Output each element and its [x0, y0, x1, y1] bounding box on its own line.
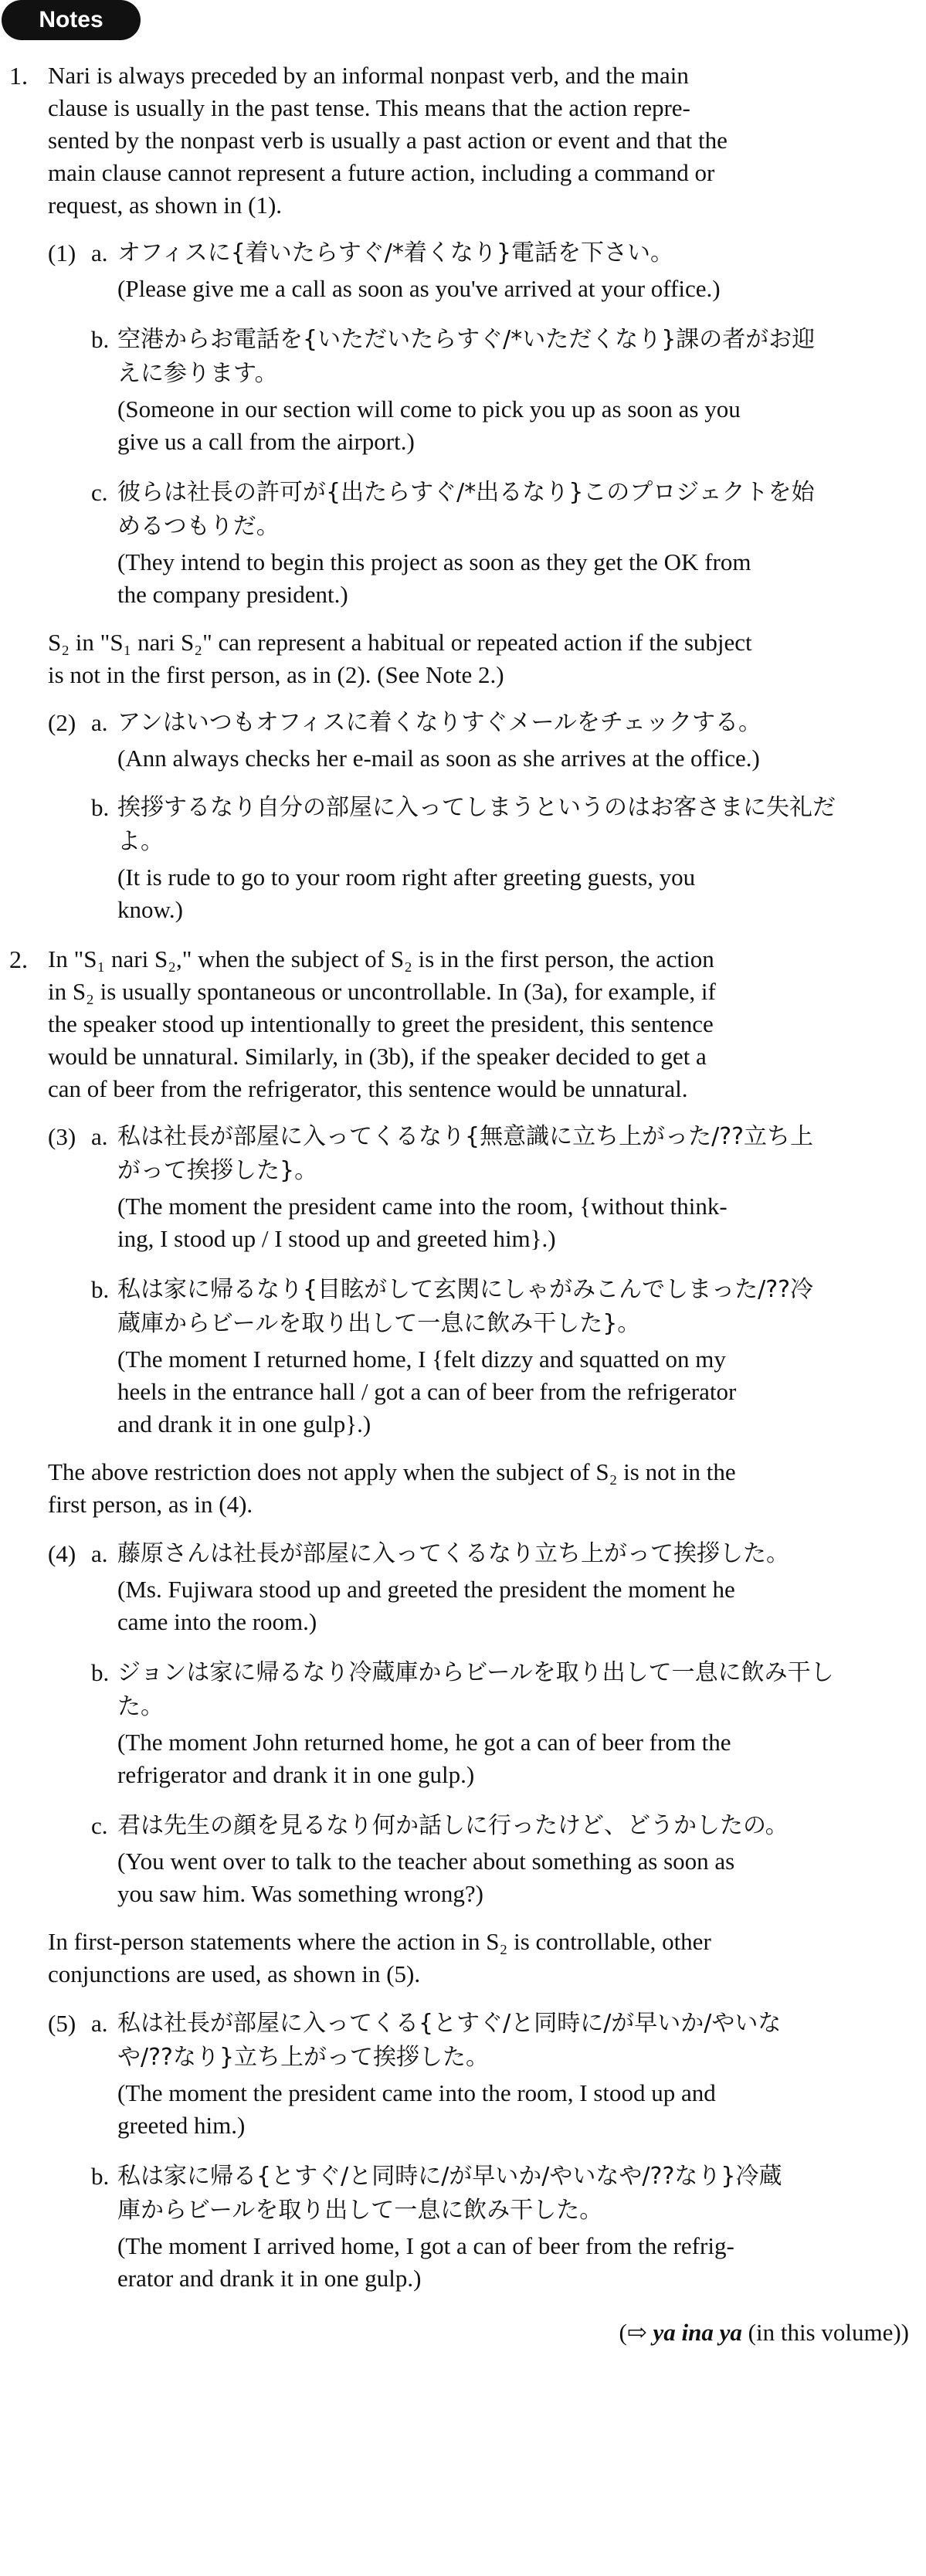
cross-reference-close: (in this volume)) [741, 2319, 909, 2346]
note-2-line-3: the speaker stood up intentionally to greet the president, this sentence [48, 1010, 714, 1037]
example-1b-english-1: (Someone in our section will come to pick you up as soon as you [117, 395, 741, 423]
note-2-number: 2. [9, 945, 28, 973]
example-4c-english-1: (You went over to talk to the teacher about something as soon as [117, 1848, 735, 1875]
example-2b-label: b. [91, 794, 110, 821]
note-2-line-4: would be unnatural. Similarly, in (3b), if the speaker decided to get a [48, 1043, 707, 1070]
example-5b-english-1: (The moment I arrived home, I got a can of beer from the refrig- [117, 2232, 734, 2259]
example-2a-label: a. [91, 709, 108, 736]
example-4a-english-1: (Ms. Fujiwara stood up and greeted the president the moment he [117, 1576, 735, 1603]
notes-badge: Notes [2, 0, 141, 40]
example-5a-english-1: (The moment the president came into the room, I stood up and [117, 2079, 716, 2106]
example-4c-japanese: 君は先生の顔を見るなり何か話しに行ったけど、どうかしたの。 [117, 1812, 789, 1839]
example-3a-english-1: (The moment the president came into the room, {without think- [117, 1193, 728, 1220]
example-5a-english-2: greeted him.) [117, 2112, 246, 2139]
example-5b-english-2: erator and drank it in one gulp.) [117, 2265, 422, 2292]
example-3b-english-3: and drank it in one gulp}.) [117, 1410, 371, 1437]
example-3b-label: b. [91, 1276, 110, 1303]
example-5b-japanese-1: 私は家に帰る{とすぐ/と同時に/が早いか/やいなや/??なり}冷蔵 [117, 2163, 782, 2190]
example-4b-label: b. [91, 1659, 110, 1686]
note-1-para2-line-1: S₂ in "S₁ nari S₂" can represent a habitual or repeated action if the subject [48, 629, 752, 656]
example-3a-japanese-1: 私は社長が部屋に入ってくるなり{無意識に立ち上がった/??立ち上 [117, 1123, 814, 1150]
note-1-para2-line-2: is not in the first person, as in (2). (See Note 2.) [48, 661, 504, 688]
example-4b-japanese-1: ジョンは家に帰るなり冷蔵庫からビールを取り出して一息に飲み干し [117, 1659, 834, 1686]
note-1-number: 1. [9, 62, 28, 90]
example-5a-japanese-1: 私は社長が部屋に入ってくる{とすぐ/と同時に/が早いか/やいな [117, 2010, 782, 2037]
note-2-para2-line-2: first person, as in (4). [48, 1491, 253, 1518]
note-1-line-2: clause is usually in the past tense. This means that the action repre- [48, 94, 690, 121]
example-1c-japanese-2: めるつもりだ。 [117, 513, 280, 540]
example-4b-english-2: refrigerator and drank it in one gulp.) [117, 1761, 475, 1788]
example-1-number: (1) [48, 239, 76, 266]
example-2-number: (2) [48, 709, 76, 736]
note-2-para3-line-2: conjunctions are used, as shown in (5). [48, 1960, 421, 1987]
example-2b-japanese-1: 挨拶するなり自分の部屋に入ってしまうというのはお客さまに失礼だ [117, 794, 836, 821]
cross-reference-open: (⇨ [619, 2319, 653, 2346]
example-3b-japanese-1: 私は家に帰るなり{目眩がして玄関にしゃがみこんでしまった/??冷 [117, 1276, 814, 1303]
example-2b-english-2: know.) [117, 896, 183, 923]
example-3a-japanese-2: がって挨拶した}。 [117, 1157, 318, 1184]
cross-reference-term[interactable]: ya ina ya [653, 2319, 742, 2346]
example-3b-japanese-2: 蔵庫からビールを取り出して一息に飲み干した}。 [117, 1310, 641, 1337]
example-3-number: (3) [48, 1123, 76, 1150]
example-3a-label: a. [91, 1123, 108, 1150]
note-1-line-4: main clause cannot represent a future action, including a command or [48, 159, 715, 186]
example-4a-english-2: came into the room.) [117, 1608, 317, 1635]
example-4-number: (4) [48, 1540, 76, 1567]
example-4b-japanese-2: た。 [117, 1693, 164, 1720]
example-2a-english: (Ann always checks her e-mail as soon as she arrives at the office.) [117, 745, 760, 772]
example-1c-label: c. [91, 479, 108, 506]
example-1b-label: b. [91, 326, 110, 353]
example-1c-english-2: the company president.) [117, 581, 348, 608]
example-4a-label: a. [91, 1540, 108, 1567]
example-2a-japanese: アンはいつもオフィスに着くなりすぐメールをチェックする。 [117, 709, 761, 736]
note-2-line-1: In "S₁ nari S₂," when the subject of S₂ is in the first person, the action [48, 945, 714, 972]
example-4c-english-2: you saw him. Was something wrong?) [117, 1880, 483, 1907]
example-1a-label: a. [91, 239, 108, 266]
example-1a-english: (Please give me a call as soon as you've arrived at your office.) [117, 275, 721, 302]
note-2-para3-line-1: In first-person statements where the action in S₂ is controllable, other [48, 1928, 711, 1955]
note-2-line-5: can of beer from the refrigerator, this sentence would be unnatural. [48, 1075, 688, 1102]
note-2-para2-line-1: The above restriction does not apply when the subject of S₂ is not in the [48, 1458, 736, 1485]
note-2-line-2: in S₂ is usually spontaneous or uncontrollable. In (3a), for example, if [48, 978, 716, 1005]
example-4b-english-1: (The moment John returned home, he got a can of beer from the [117, 1729, 731, 1756]
note-1-line-3: sented by the nonpast verb is usually a past action or event and that the [48, 127, 728, 154]
example-5b-label: b. [91, 2163, 110, 2190]
example-1b-japanese-1: 空港からお電話を{いただいたらすぐ/*いただくなり}課の者がお迎 [117, 326, 816, 353]
example-3b-english-1: (The moment I returned home, I {felt dizzy and squatted on my [117, 1346, 726, 1373]
note-1-line-1: Nari is always preceded by an informal nonpast verb, and the main [48, 62, 689, 89]
example-4c-label: c. [91, 1812, 108, 1839]
example-2b-english-1: (It is rude to go to your room right after greeting guests, you [117, 864, 696, 891]
example-1b-english-2: give us a call from the airport.) [117, 428, 415, 455]
example-4a-japanese: 藤原さんは社長が部屋に入ってくるなり立ち上がって挨拶した。 [117, 1540, 789, 1567]
example-1c-english-1: (They intend to begin this project as soon as they get the OK from [117, 548, 751, 575]
example-1b-japanese-2: えに参ります。 [117, 360, 278, 387]
cross-reference [619, 2317, 909, 2348]
example-2b-japanese-2: よ。 [117, 828, 164, 855]
example-3a-english-2: ing, I stood up / I stood up and greeted him}.) [117, 1225, 556, 1252]
example-5a-japanese-2: や/??なり}立ち上がって挨拶した。 [117, 2044, 490, 2071]
example-3b-english-2: heels in the entrance hall / got a can of beer from the refrigerator [117, 1378, 737, 1405]
note-1-line-5: request, as shown in (1). [48, 192, 283, 219]
example-5b-japanese-2: 庫からビールを取り出して一息に飲み干した。 [117, 2197, 603, 2224]
example-5-number: (5) [48, 2010, 76, 2037]
example-1a-japanese: オフィスに{着いたらすぐ/*着くなり}電話を下さい。 [117, 239, 673, 266]
example-1c-japanese-1: 彼らは社長の許可が{出たらすぐ/*出るなり}このプロジェクトを始 [117, 479, 815, 506]
example-5a-label: a. [91, 2010, 108, 2037]
